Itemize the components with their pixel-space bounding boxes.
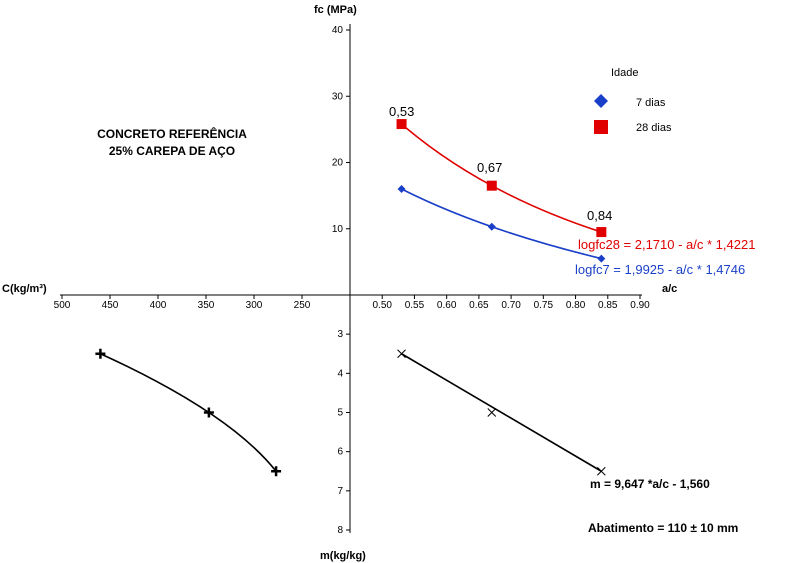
equation-fc28: logfc28 = 2,1710 - a/c * 1,4221 <box>578 237 756 252</box>
cement-tick-label-4: 300 <box>245 300 263 311</box>
chart-title-line-2: 25% CAREPA DE AÇO <box>108 144 236 158</box>
point-7-dias-0 <box>398 185 406 193</box>
ac-point-label-2: 0,84 <box>587 208 613 223</box>
ac-axis-label: a/c <box>662 283 678 295</box>
ac-point-label-1: 0,67 <box>477 160 503 175</box>
legend-title: Idade <box>611 67 639 79</box>
curve-7-dias <box>402 189 602 259</box>
point-m-ac-2 <box>597 467 605 475</box>
equation-m: m = 9,647 *a/c - 1,560 <box>590 477 710 491</box>
axes <box>60 24 642 533</box>
cement-tick-label-5: 250 <box>293 300 311 311</box>
chart-title-line-1: CONCRETO REFERÊNCIA <box>97 127 247 141</box>
fc-tick-labels <box>332 25 350 235</box>
point-m-cement-0 <box>95 349 105 359</box>
point-28-dias-2 <box>596 227 606 237</box>
fc-tick-label-0: 10 <box>331 223 343 235</box>
cement-tick-labels <box>54 295 311 311</box>
legend-label-28-dias: 28 dias <box>636 122 672 134</box>
m-tick-label-3: 6 <box>337 446 343 458</box>
cement-tick-label-0: 500 <box>53 300 71 311</box>
line-m-vs-ac <box>402 354 602 472</box>
point-m-ac-0 <box>398 350 406 358</box>
ac-point-label-0: 0,53 <box>389 104 415 119</box>
ac-tick-label-3: 0.65 <box>469 300 489 311</box>
curve-28-dias <box>402 124 602 232</box>
cement-tick-label-1: 450 <box>101 300 119 311</box>
ac-tick-label-0: 0.50 <box>372 300 392 311</box>
point-7-dias-1 <box>488 223 496 231</box>
m-tick-label-1: 4 <box>337 368 343 380</box>
ac-tick-label-4: 0.70 <box>501 300 521 311</box>
data-points <box>95 119 606 476</box>
fc-tick-label-3: 40 <box>331 25 343 36</box>
cement-tick-label-3: 350 <box>197 300 215 311</box>
ac-tick-label-1: 0.55 <box>404 300 425 311</box>
ac-tick-label-7: 0.85 <box>598 300 618 311</box>
curve-m-vs-cement <box>100 354 276 472</box>
point-28-dias-1 <box>487 181 497 191</box>
fc-tick-label-1: 20 <box>331 157 343 169</box>
ac-tick-label-8: 0.90 <box>630 300 650 311</box>
m-tick-label-5: 8 <box>337 525 343 536</box>
m-tick-label-4: 7 <box>337 485 343 497</box>
cement-axis-label: C(kg/m³) <box>2 283 47 295</box>
equation-slump: Abatimento = 110 ± 10 mm <box>588 521 739 535</box>
point-28-dias-0 <box>397 119 407 129</box>
legend-label-7-dias: 7 dias <box>636 97 666 109</box>
ac-tick-label-5: 0.75 <box>533 300 554 311</box>
ac-tick-label-2: 0.60 <box>436 300 457 311</box>
m-tick-labels <box>337 329 350 536</box>
cement-tick-label-2: 400 <box>149 300 167 311</box>
m-tick-label-0: 3 <box>337 329 343 341</box>
legend-marker-28-dias <box>594 120 608 134</box>
fc-tick-label-2: 30 <box>331 91 343 103</box>
curves <box>100 124 601 471</box>
legend-marker-7-dias <box>594 94 608 108</box>
fc-axis-label: fc (MPa) <box>314 4 357 16</box>
ac-tick-labels <box>372 295 650 311</box>
m-axis-label: m(kg/kg) <box>320 550 366 562</box>
equation-fc7: logfc7 = 1,9925 - a/c * 1,4746 <box>575 262 746 277</box>
ac-tick-label-6: 0.80 <box>565 300 586 311</box>
point-m-cement-1 <box>204 408 214 418</box>
legend <box>594 67 672 134</box>
m-tick-label-2: 5 <box>337 407 343 419</box>
point-m-ac-1 <box>488 409 496 417</box>
